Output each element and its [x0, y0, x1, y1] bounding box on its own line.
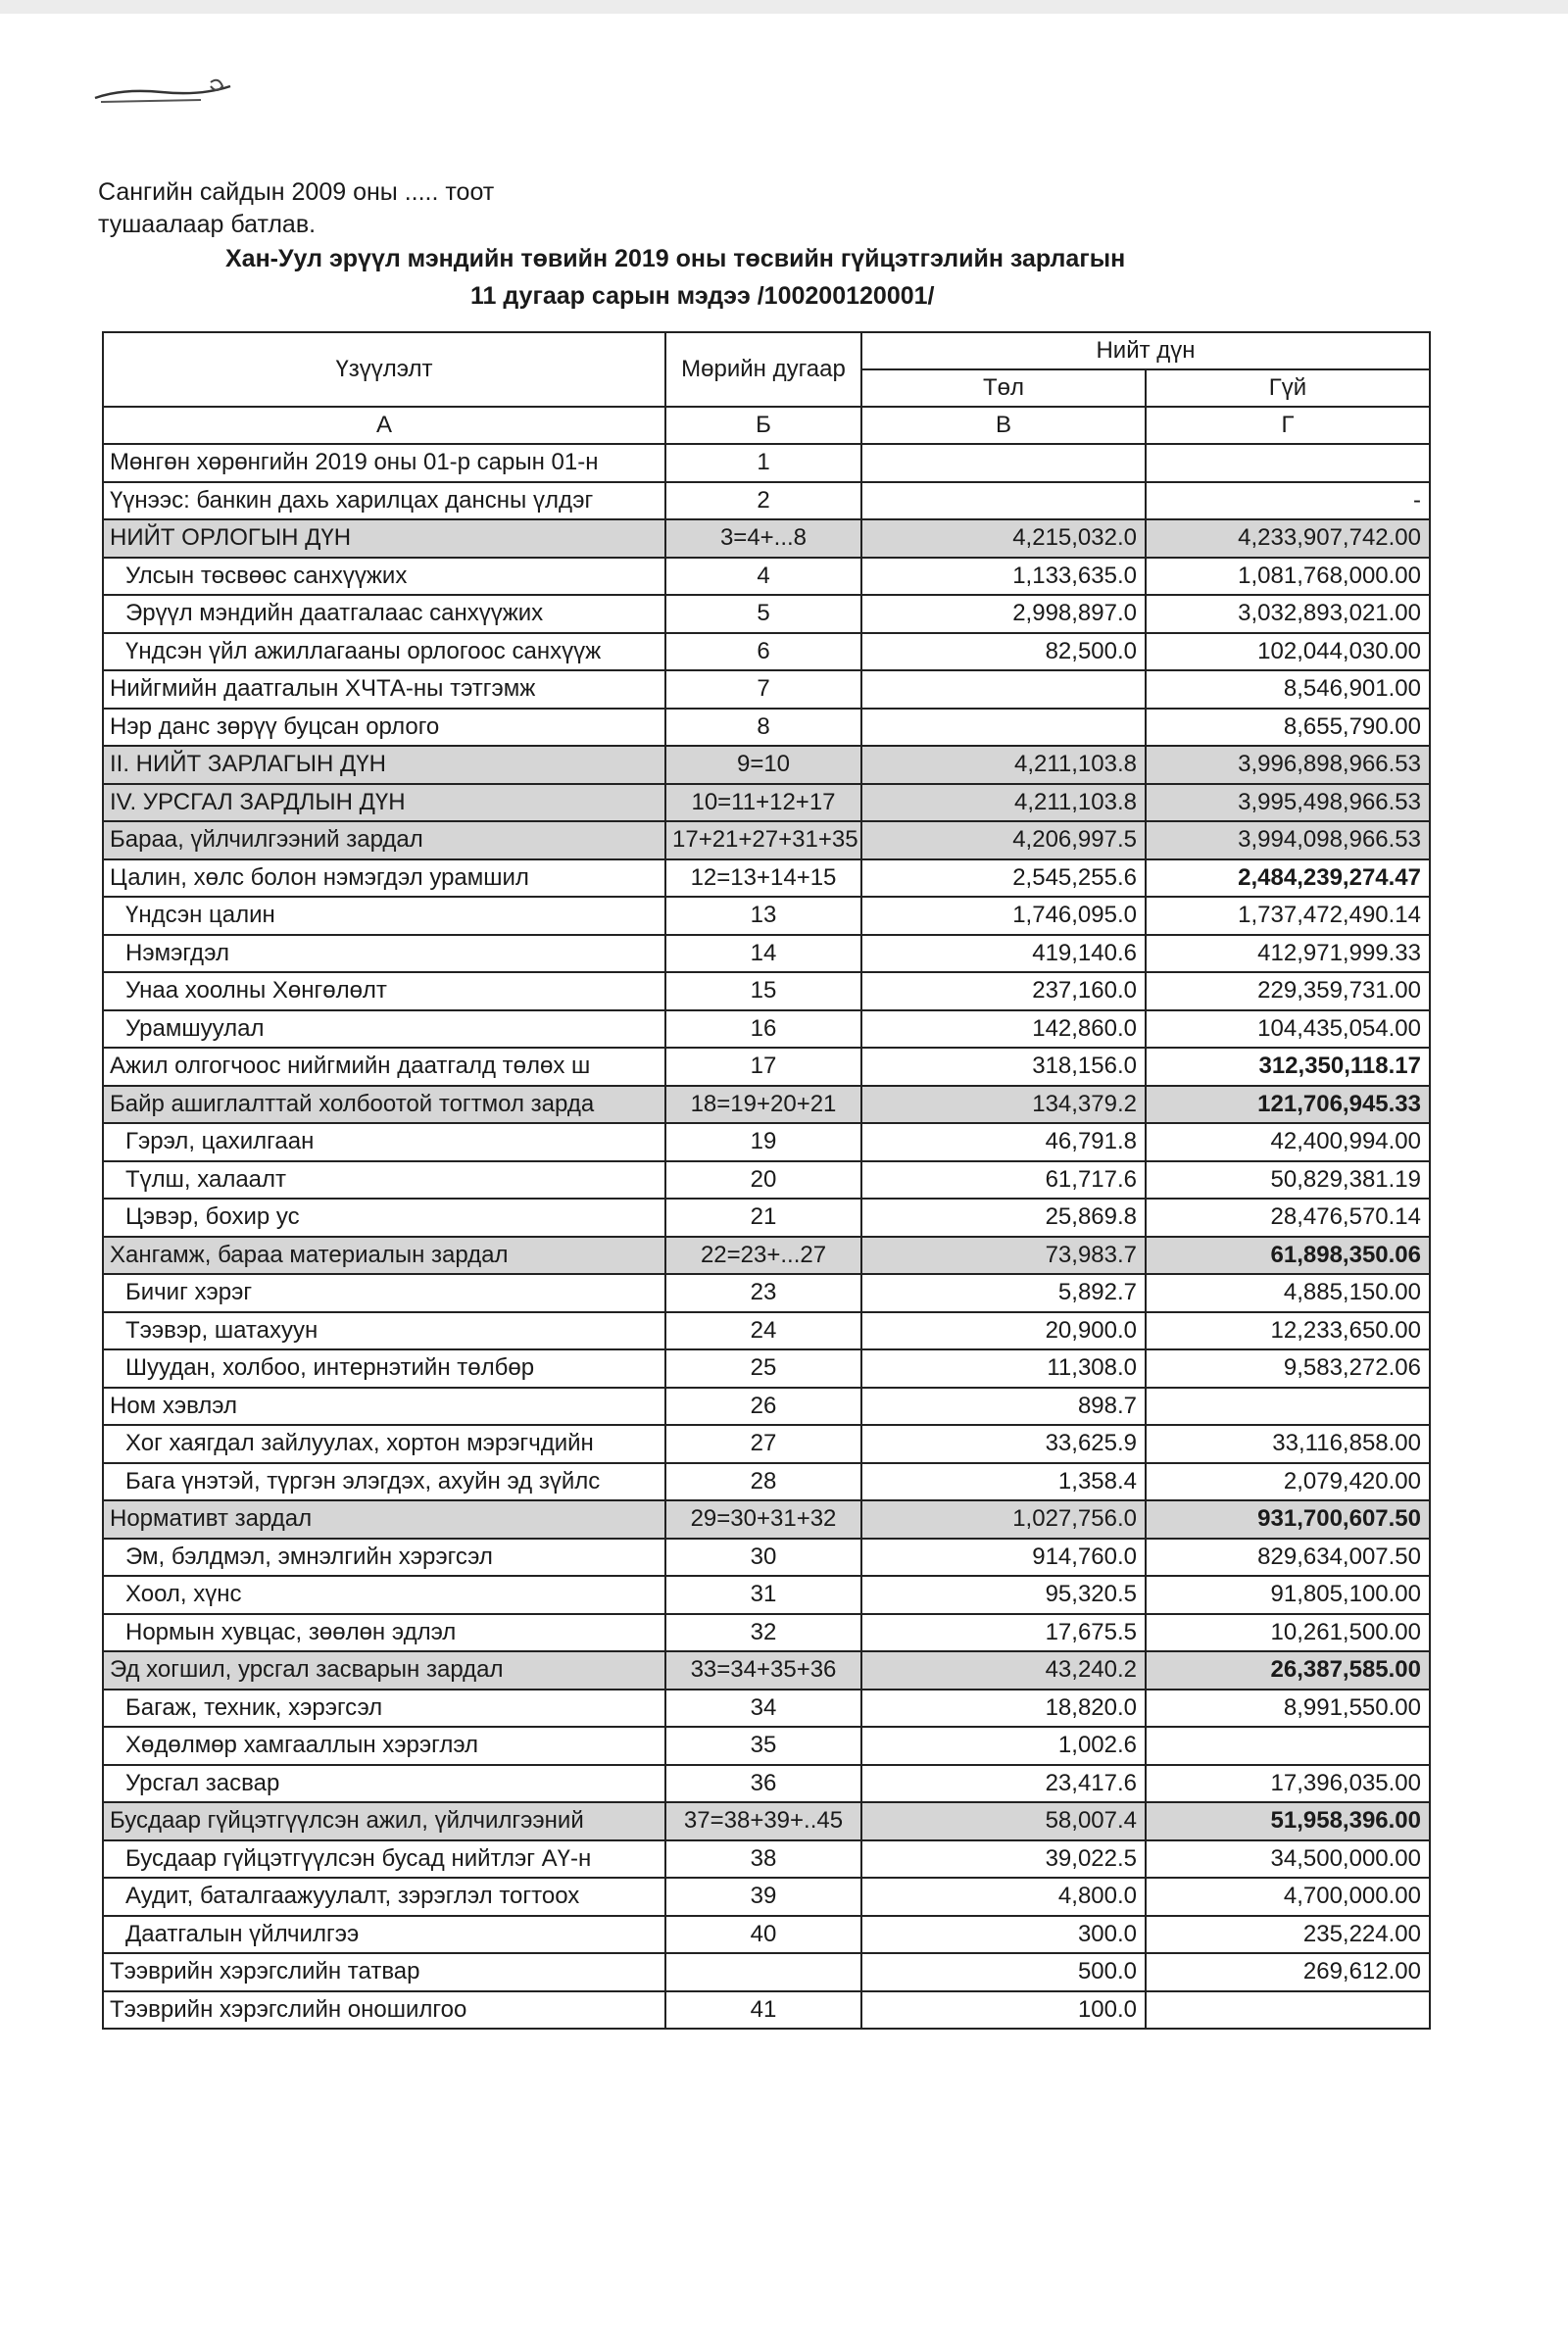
actual-value-cell: 104,435,054.00 [1146, 1010, 1430, 1049]
row-number-cell: 23 [665, 1274, 861, 1312]
row-number-cell: 15 [665, 972, 861, 1010]
plan-value-cell [861, 709, 1146, 747]
row-number-cell: 6 [665, 633, 861, 671]
row-name-cell: Цалин, хөлс болон нэмэгдэл урамшил [103, 859, 665, 898]
header-row-no: Мөрийн дугаар [665, 332, 861, 407]
approval-line-2: тушаалаар батлав. [98, 211, 317, 238]
row-number-cell: 26 [665, 1388, 861, 1426]
row-number-cell: 28 [665, 1463, 861, 1501]
table-row [103, 1802, 1430, 1840]
row-number-cell: 20 [665, 1161, 861, 1200]
row-number-cell: 9=10 [665, 746, 861, 784]
plan-value-cell: 20,900.0 [861, 1312, 1146, 1350]
header-plan: Төл [861, 369, 1146, 407]
row-number-cell: 2 [665, 482, 861, 520]
actual-value-cell: 3,994,098,966.53 [1146, 821, 1430, 859]
plan-value-cell: 318,156.0 [861, 1048, 1146, 1086]
actual-value-cell: 42,400,994.00 [1146, 1123, 1430, 1161]
row-number-cell: 31 [665, 1576, 861, 1614]
actual-value-cell: 9,583,272.06 [1146, 1349, 1430, 1388]
actual-value-cell: 4,700,000.00 [1146, 1878, 1430, 1916]
actual-value-cell: 8,991,550.00 [1146, 1690, 1430, 1728]
actual-value-cell: 121,706,945.33 [1146, 1086, 1430, 1124]
plan-value-cell [861, 670, 1146, 709]
actual-value-cell: 3,032,893,021.00 [1146, 595, 1430, 633]
plan-value-cell: 58,007.4 [861, 1802, 1146, 1840]
actual-value-cell [1146, 1388, 1430, 1426]
plan-value-cell: 4,211,103.8 [861, 784, 1146, 822]
actual-value-cell: 28,476,570.14 [1146, 1199, 1430, 1237]
table-row [103, 670, 1430, 709]
table-row [103, 859, 1430, 898]
table-row [103, 595, 1430, 633]
plan-value-cell: 1,027,756.0 [861, 1500, 1146, 1539]
row-name-cell: Байр ашиглалттай холбоотой тогтмол зарда [103, 1086, 665, 1124]
actual-value-cell: 229,359,731.00 [1146, 972, 1430, 1010]
plan-value-cell: 142,860.0 [861, 1010, 1146, 1049]
row-name-cell: Эрүүл мэндийн даатгалаас санхүүжих [103, 595, 665, 633]
plan-value-cell: 11,308.0 [861, 1349, 1146, 1388]
plan-value-cell: 5,892.7 [861, 1274, 1146, 1312]
table-row [103, 1123, 1430, 1161]
row-name-cell: Нормын хувцас, зөөлөн эдлэл [103, 1614, 665, 1652]
actual-value-cell: 4,885,150.00 [1146, 1274, 1430, 1312]
table-row [103, 972, 1430, 1010]
table-row [103, 709, 1430, 747]
row-number-cell: 32 [665, 1614, 861, 1652]
table-row [103, 1953, 1430, 1991]
plan-value-cell: 4,800.0 [861, 1878, 1146, 1916]
plan-value-cell: 1,358.4 [861, 1463, 1146, 1501]
actual-value-cell [1146, 1991, 1430, 2030]
row-number-cell: 8 [665, 709, 861, 747]
plan-value-cell: 46,791.8 [861, 1123, 1146, 1161]
row-name-cell: Улсын төсвөөс санхүүжих [103, 558, 665, 596]
row-number-cell: 27 [665, 1425, 861, 1463]
plan-value-cell: 23,417.6 [861, 1765, 1146, 1803]
row-number-cell: 24 [665, 1312, 861, 1350]
actual-value-cell: 8,655,790.00 [1146, 709, 1430, 747]
row-name-cell: Тээврийн хэрэгслийн оношилгоо [103, 1991, 665, 2030]
row-name-cell: Аудит, баталгаажуулалт, зэрэглэл тогтоох [103, 1878, 665, 1916]
row-name-cell: Бараа, үйлчилгээний зардал [103, 821, 665, 859]
table-row [103, 1727, 1430, 1765]
plan-value-cell: 61,717.6 [861, 1161, 1146, 1200]
table-row [103, 482, 1430, 520]
table-row [103, 746, 1430, 784]
plan-value-cell: 4,206,997.5 [861, 821, 1146, 859]
plan-value-cell: 4,211,103.8 [861, 746, 1146, 784]
actual-value-cell: 2,079,420.00 [1146, 1463, 1430, 1501]
row-name-cell: Бичиг хэрэг [103, 1274, 665, 1312]
row-number-cell: 21 [665, 1199, 861, 1237]
row-number-cell: 16 [665, 1010, 861, 1049]
row-name-cell: Нийгмийн даатгалын ХЧТА-ны тэтгэмж [103, 670, 665, 709]
actual-value-cell: 51,958,396.00 [1146, 1802, 1430, 1840]
row-name-cell: Урамшуулал [103, 1010, 665, 1049]
actual-value-cell: 50,829,381.19 [1146, 1161, 1430, 1200]
actual-value-cell: 269,612.00 [1146, 1953, 1430, 1991]
row-name-cell: IV. УРСГАЛ ЗАРДЛЫН ДҮН [103, 784, 665, 822]
plan-value-cell: 898.7 [861, 1388, 1146, 1426]
plan-value-cell: 4,215,032.0 [861, 519, 1146, 558]
row-number-cell: 36 [665, 1765, 861, 1803]
row-name-cell: Тээвэр, шатахуун [103, 1312, 665, 1350]
scan-edge [0, 0, 1568, 14]
row-name-cell: Бусдаар гүйцэтгүүлсэн бусад нийтлэг АҮ-н [103, 1840, 665, 1879]
header-letter-v: В [861, 407, 1146, 444]
table-row [103, 1349, 1430, 1388]
header-letter-a: А [103, 407, 665, 444]
plan-value-cell: 300.0 [861, 1916, 1146, 1954]
plan-value-cell: 43,240.2 [861, 1651, 1146, 1690]
plan-value-cell: 1,002.6 [861, 1727, 1146, 1765]
row-number-cell: 39 [665, 1878, 861, 1916]
row-number-cell: 19 [665, 1123, 861, 1161]
header-actual: Гүй [1146, 369, 1430, 407]
expense-table [102, 331, 1431, 2030]
table-row [103, 1576, 1430, 1614]
table-row [103, 1614, 1430, 1652]
table-row [103, 1651, 1430, 1690]
table-row [103, 558, 1430, 596]
table-row [103, 1199, 1430, 1237]
actual-value-cell: 17,396,035.00 [1146, 1765, 1430, 1803]
row-number-cell: 4 [665, 558, 861, 596]
plan-value-cell: 500.0 [861, 1953, 1146, 1991]
actual-value-cell [1146, 444, 1430, 482]
row-name-cell: Үндсэн үйл ажиллагааны орлогоос санхүүж [103, 633, 665, 671]
table-row [103, 1312, 1430, 1350]
row-number-cell: 38 [665, 1840, 861, 1879]
table-row [103, 1237, 1430, 1275]
plan-value-cell: 2,998,897.0 [861, 595, 1146, 633]
row-number-cell: 17 [665, 1048, 861, 1086]
row-name-cell: Үндсэн цалин [103, 897, 665, 935]
row-number-cell: 25 [665, 1349, 861, 1388]
actual-value-cell: 3,995,498,966.53 [1146, 784, 1430, 822]
row-name-cell: Хог хаягдал зайлуулах, хортон мэрэгчдийн [103, 1425, 665, 1463]
row-number-cell: 30 [665, 1539, 861, 1577]
row-number-cell: 40 [665, 1916, 861, 1954]
table-row [103, 633, 1430, 671]
row-name-cell: НИЙТ ОРЛОГЫН ДҮН [103, 519, 665, 558]
plan-value-cell [861, 444, 1146, 482]
row-number-cell: 29=30+31+32 [665, 1500, 861, 1539]
plan-value-cell: 25,869.8 [861, 1199, 1146, 1237]
plan-value-cell: 73,983.7 [861, 1237, 1146, 1275]
plan-value-cell: 134,379.2 [861, 1086, 1146, 1124]
actual-value-cell: 412,971,999.33 [1146, 935, 1430, 973]
table-row [103, 1765, 1430, 1803]
plan-value-cell: 1,746,095.0 [861, 897, 1146, 935]
plan-value-cell: 419,140.6 [861, 935, 1146, 973]
table-row [103, 1010, 1430, 1049]
row-number-cell: 7 [665, 670, 861, 709]
actual-value-cell: 26,387,585.00 [1146, 1651, 1430, 1690]
table-row [103, 1274, 1430, 1312]
plan-value-cell: 95,320.5 [861, 1576, 1146, 1614]
row-name-cell: Ном хэвлэл [103, 1388, 665, 1426]
row-name-cell: Нэр данс зөрүү буцсан орлого [103, 709, 665, 747]
row-number-cell: 17+21+27+31+35 [665, 821, 861, 859]
table-row [103, 1086, 1430, 1124]
plan-value-cell: 18,820.0 [861, 1690, 1146, 1728]
row-number-cell [665, 1953, 861, 1991]
actual-value-cell: 10,261,500.00 [1146, 1614, 1430, 1652]
row-name-cell: Унаа хоолны Хөнгөлөлт [103, 972, 665, 1010]
plan-value-cell: 17,675.5 [861, 1614, 1146, 1652]
table-row [103, 444, 1430, 482]
row-name-cell: Эд хогшил, урсгал засварын зардал [103, 1651, 665, 1690]
actual-value-cell: 1,081,768,000.00 [1146, 558, 1430, 596]
row-number-cell: 22=23+...27 [665, 1237, 861, 1275]
actual-value-cell: 33,116,858.00 [1146, 1425, 1430, 1463]
row-number-cell: 14 [665, 935, 861, 973]
actual-value-cell: 235,224.00 [1146, 1916, 1430, 1954]
row-name-cell: Түлш, халаалт [103, 1161, 665, 1200]
plan-value-cell: 100.0 [861, 1991, 1146, 2030]
actual-value-cell: 829,634,007.50 [1146, 1539, 1430, 1577]
plan-value-cell: 1,133,635.0 [861, 558, 1146, 596]
plan-value-cell: 33,625.9 [861, 1425, 1146, 1463]
actual-value-cell: 102,044,030.00 [1146, 633, 1430, 671]
table-row [103, 1539, 1430, 1577]
row-name-cell: Тээврийн хэрэгслийн татвар [103, 1953, 665, 1991]
row-name-cell: Нормативт зардал [103, 1500, 665, 1539]
header-letter-g: Г [1146, 407, 1430, 444]
row-name-cell: Урсгал засвар [103, 1765, 665, 1803]
table-row [103, 1048, 1430, 1086]
plan-value-cell: 914,760.0 [861, 1539, 1146, 1577]
table-row [103, 1840, 1430, 1879]
row-number-cell: 41 [665, 1991, 861, 2030]
row-name-cell: Нэмэгдэл [103, 935, 665, 973]
title-line-2: 11 дугаар сарын мэдээ /100200120001/ [470, 282, 935, 310]
table-row [103, 1388, 1430, 1426]
row-name-cell: Даатгалын үйлчилгээ [103, 1916, 665, 1954]
row-name-cell: Гэрэл, цахилгаан [103, 1123, 665, 1161]
actual-value-cell: 2,484,239,274.47 [1146, 859, 1430, 898]
actual-value-cell: - [1146, 482, 1430, 520]
row-number-cell: 18=19+20+21 [665, 1086, 861, 1124]
row-name-cell: Бусдаар гүйцэтгүүлсэн ажил, үйлчилгээний [103, 1802, 665, 1840]
row-number-cell: 10=11+12+17 [665, 784, 861, 822]
title-line-1: Хан-Уул эрүүл мэндийн төвийн 2019 оны төсвийн гүйцэтгэлийн зарлагын [225, 245, 1126, 272]
actual-value-cell: 3,996,898,966.53 [1146, 746, 1430, 784]
plan-value-cell [861, 482, 1146, 520]
actual-value-cell: 91,805,100.00 [1146, 1576, 1430, 1614]
actual-value-cell: 312,350,118.17 [1146, 1048, 1430, 1086]
header-letter-b: Б [665, 407, 861, 444]
row-number-cell: 35 [665, 1727, 861, 1765]
signature-mark [93, 71, 240, 115]
actual-value-cell: 1,737,472,490.14 [1146, 897, 1430, 935]
row-name-cell: II. НИЙТ ЗАРЛАГЫН ДҮН [103, 746, 665, 784]
table-row [103, 1690, 1430, 1728]
header-indicator: Үзүүлэлт [103, 332, 665, 407]
row-name-cell: Мөнгөн хөрөнгийн 2019 оны 01-р сарын 01-н [103, 444, 665, 482]
plan-value-cell: 39,022.5 [861, 1840, 1146, 1879]
approval-line-1: Сангийн сайдын 2009 оны ..... тоот [98, 178, 495, 206]
table-row [103, 897, 1430, 935]
actual-value-cell: 34,500,000.00 [1146, 1840, 1430, 1879]
table-row [103, 784, 1430, 822]
table-row [103, 1463, 1430, 1501]
row-name-cell: Шуудан, холбоо, интернэтийн төлбөр [103, 1349, 665, 1388]
row-name-cell: Хөдөлмөр хамгааллын хэрэглэл [103, 1727, 665, 1765]
row-number-cell: 13 [665, 897, 861, 935]
actual-value-cell: 4,233,907,742.00 [1146, 519, 1430, 558]
row-number-cell: 37=38+39+..45 [665, 1802, 861, 1840]
row-name-cell: Багаж, техник, хэрэгсэл [103, 1690, 665, 1728]
table-row [103, 935, 1430, 973]
plan-value-cell: 237,160.0 [861, 972, 1146, 1010]
actual-value-cell: 931,700,607.50 [1146, 1500, 1430, 1539]
row-name-cell: Хангамж, бараа материалын зардал [103, 1237, 665, 1275]
row-number-cell: 34 [665, 1690, 861, 1728]
header-total: Нийт дүн [861, 332, 1430, 369]
table-row [103, 1916, 1430, 1954]
table-row [103, 1991, 1430, 2030]
table-row [103, 1161, 1430, 1200]
row-number-cell: 1 [665, 444, 861, 482]
row-name-cell: Үүнээс: банкин дахь харилцах дансны үлдэг [103, 482, 665, 520]
row-name-cell: Бага үнэтэй, түргэн элэгдэх, ахуйн эд зүйлс [103, 1463, 665, 1501]
row-name-cell: Ажил олгогчоос нийгмийн даатгалд төлөх ш [103, 1048, 665, 1086]
row-name-cell: Цэвэр, бохир ус [103, 1199, 665, 1237]
actual-value-cell: 8,546,901.00 [1146, 670, 1430, 709]
actual-value-cell: 12,233,650.00 [1146, 1312, 1430, 1350]
row-number-cell: 12=13+14+15 [665, 859, 861, 898]
table-row [103, 1878, 1430, 1916]
table-row [103, 821, 1430, 859]
table-row [103, 519, 1430, 558]
row-number-cell: 33=34+35+36 [665, 1651, 861, 1690]
actual-value-cell: 61,898,350.06 [1146, 1237, 1430, 1275]
plan-value-cell: 82,500.0 [861, 633, 1146, 671]
row-number-cell: 3=4+...8 [665, 519, 861, 558]
approval-note [98, 176, 686, 241]
row-name-cell: Эм, бэлдмэл, эмнэлгийн хэрэгсэл [103, 1539, 665, 1577]
actual-value-cell [1146, 1727, 1430, 1765]
row-number-cell: 5 [665, 595, 861, 633]
table-row [103, 1500, 1430, 1539]
table-row [103, 1425, 1430, 1463]
plan-value-cell: 2,545,255.6 [861, 859, 1146, 898]
row-name-cell: Хоол, хүнс [103, 1576, 665, 1614]
